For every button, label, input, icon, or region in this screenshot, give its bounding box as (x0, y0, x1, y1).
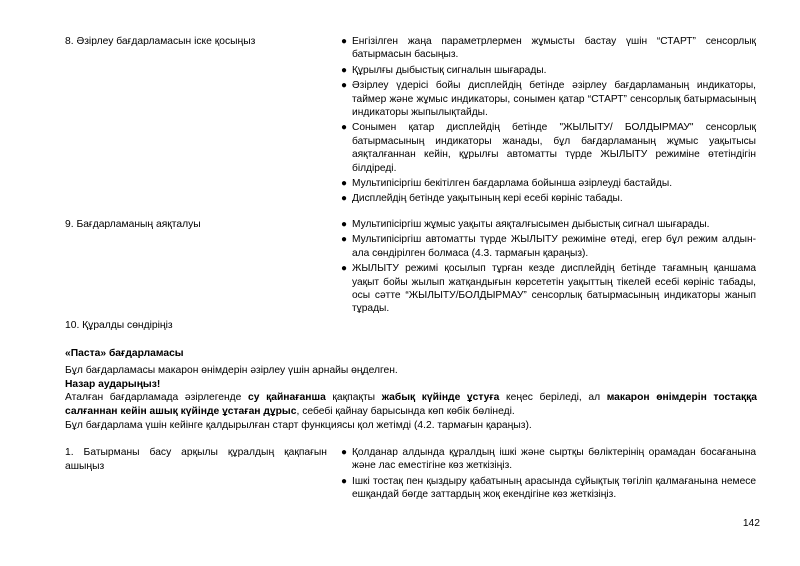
attention-paragraph: Аталған бағдарламада әзірлегенде су қайнағанша қақпақты жабық күйінде ұстуға кеңес беріледі, ал макарон өнімдерін тостаққа салғаннан кейін ашық күйінде ұстаған дұрыс, себебі қайнау барысында көп көбік бөлінеді. (65, 392, 758, 418)
list-item: ● Мультипісіргіш автоматты түрде ЖЫЛЫТУ режиміне өтеді, егер бұл режим алдын-ала сөндірілген болмаса (4.3. тармағын қараңыз). (341, 234, 756, 259)
list-item: ● ЖЫЛЫТУ режимі қосылып тұрған кезде дисплейдің бетінде тағамның қаншама уақыт бойы жылып жатқандығын көрсететін уақыттың тікелей есебі көрініс табады, осы сәтте “ЖЫЛЫТУ/БОЛДЫРМАУ” сенсорлық батырмасының индикаторы жанып тұрады. (341, 263, 756, 315)
list-item: ● Ішкі тостақ пен қыздыру қабатының арасында сұйықтық төгіліп қалмағанына немесе ешқандай бөгде заттардың жоқ екендігіне көз жеткізіңіз. (341, 475, 756, 501)
section-heading: «Паста» бағдарламасы (65, 348, 184, 359)
list-item: ● Дисплейдің бетінде уақытының кері есебі көрініс табады. (341, 193, 623, 205)
delayed-start-note: Бұл бағдарлама үшін кейінге қалдырылған старт функциясы қол жетімді (4.2. тармағын қараңыз). (65, 420, 532, 431)
bullet-icon: ● (341, 80, 348, 92)
bullet-icon: ● (341, 447, 348, 458)
list-item: ● Әзірлеу үдерісі бойы дисплейдің бетінде әзірлеу бағдарламаның индикаторы, таймер және жұмыс индикаторы, сонымен қатар “СТАРТ” сенсорлық батырмасының индикаторы жыпылықтайды. (341, 80, 756, 119)
list-item: ● Құрылғы дыбыстық сигналын шығарады. (341, 64, 547, 76)
bullet-icon: ● (341, 219, 348, 230)
list-item: ● Мультипісіргіш жұмыс уақыты аяқталғысымен дыбыстық сигнал шығарады. (341, 219, 710, 230)
step-9-label: 9. Бағдарламаның аяқталуы (65, 219, 201, 230)
bullet-icon: ● (341, 178, 348, 190)
page-number: 142 (742, 518, 760, 529)
list-item: ● Қолданар алдында құралдың ішкі және сыртқы бөліктерінің орамадан босағанына және лас еместігіне көз жеткізіңіз. (341, 447, 756, 472)
bullet-icon: ● (341, 234, 348, 246)
bullet-icon: ● (341, 122, 348, 134)
step-9-bullets (340, 218, 756, 318)
bullet-icon: ● (341, 36, 348, 47)
bullet-icon: ● (341, 263, 348, 275)
step-8-label: 8. Әзірлеу бағдарламасын іске қосыңыз (65, 36, 256, 47)
step-10-label: 10. Құралды сөндіріңіз (65, 320, 173, 331)
bullet-icon: ● (341, 193, 348, 205)
bullet-icon: ● (341, 64, 348, 76)
step-1-label: 1. Батырманы басу арқылы құралдың қақпағын ашыңыз (65, 447, 327, 472)
attention-label: Назар аударыңыз! (65, 379, 161, 390)
list-item: ● Енгізілген жаңа параметрлермен жұмысты бастау үшін “СТАРТ” сенсорлық батырмасын басыңыз. (341, 36, 756, 61)
list-item: ● Мультипісіргіш бекітілген бағдарлама бойынша әзірлеуді бастайды. (341, 178, 673, 190)
section-intro: Бұл бағдарламасы макарон өнімдерін әзірлеу үшін арнайы өңделген. (65, 365, 398, 376)
step-1-bullets (340, 446, 756, 504)
bullet-icon: ● (341, 475, 348, 487)
step-8-bullets (340, 35, 756, 208)
list-item: ● Сонымен қатар дисплейдің бетінде "ЖЫЛЫТУ/ БОЛДЫРМАУ" сенсорлық батырмасының индикаторы жанады, бұл бағдарламаның жұмыс уақытысы аяқталғаннан кейін, құрылғы автоматты түрде ЖЫЛЫТУ режиміне өтетіндігін білдіреді. (341, 122, 756, 174)
